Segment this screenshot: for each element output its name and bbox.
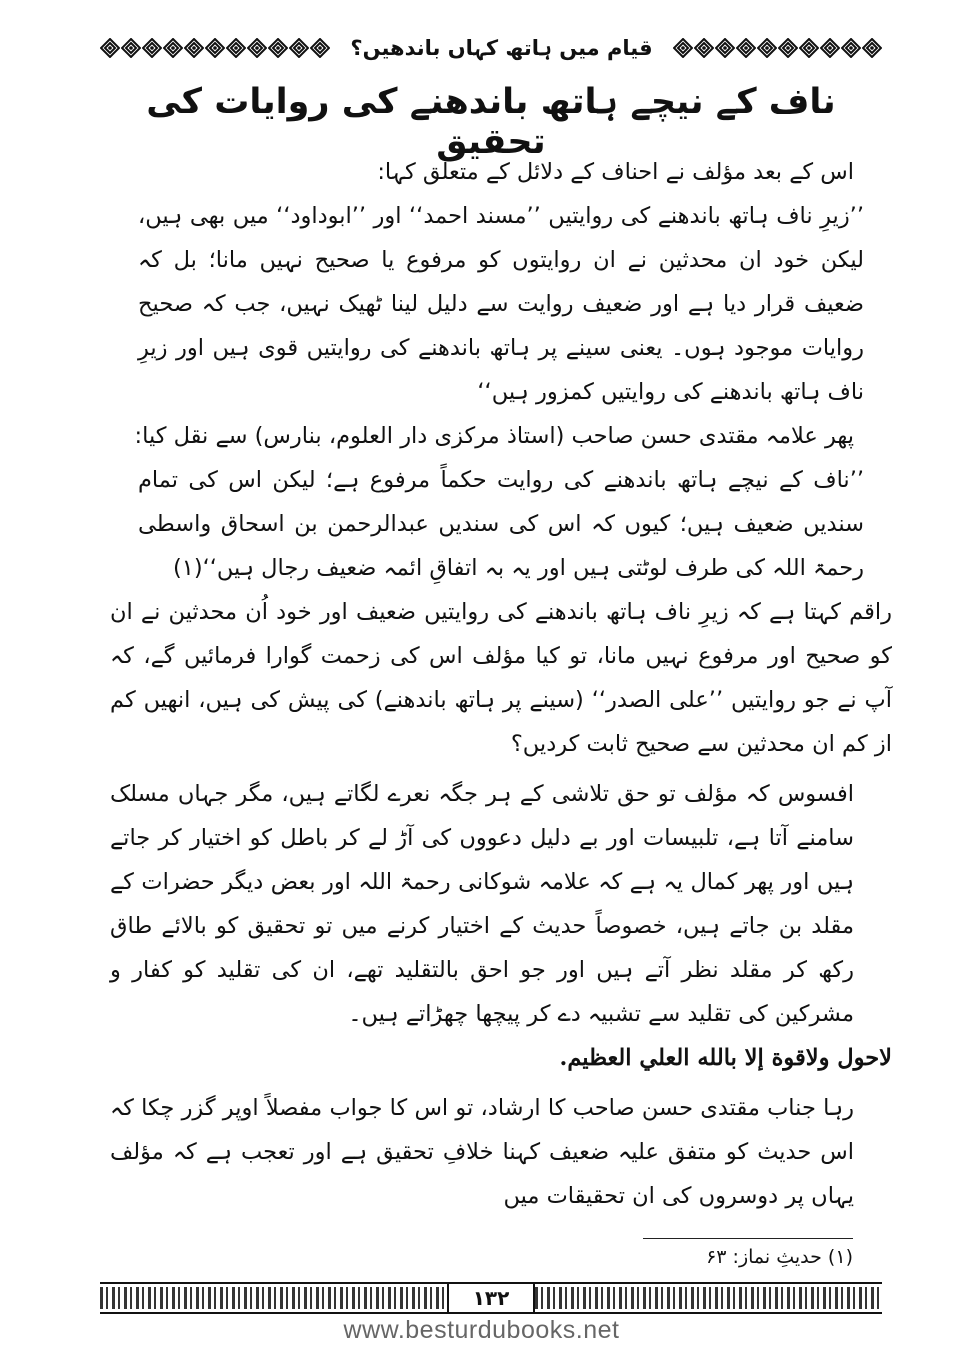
header-ornament-left [100,35,330,61]
knot-ornament-icon [757,38,777,58]
knot-ornament-icon [163,38,183,58]
header-ornament-right [673,35,882,61]
chapter-title: ناف کے نیچے ہاتھ باندھنے کی روایات کی تحقیق [146,82,836,162]
quote-block-2: ’’ناف کے نیچے ہاتھ باندھنے کی روایت حکماً مرفوع ہے؛ لیکن اس کی تمام سندیں ضعیف ہیں؛ کیوں کہ اس کی سندیں عبدالرحمن بن اسحاق واسطی رحمۃ اللہ کی طرف لوٹتی ہیں اور یہ بہ اتفاقِ ائمہ ضعیف رجال ہیں‘‘(۱) [138,467,864,581]
knot-ornament-icon [694,38,714,58]
body-text [110,150,892,1218]
chain-border-icon [100,1287,447,1309]
knot-ornament-icon [736,38,756,58]
paragraph-citation: پھر علامہ مقتدی حسن صاحب (استاذ مرکزی دار العلوم، بنارس) سے نقل کیا: [134,423,854,449]
footer-band [100,1282,882,1314]
knot-ornament-icon [226,38,246,58]
arabic-phrase: لاحول ولاقوة إلا بالله العلي العظيم. [559,1045,892,1071]
knot-ornament-icon [100,38,120,58]
footnote-divider [643,1238,853,1239]
knot-ornament-icon [310,38,330,58]
chain-border-icon [535,1287,882,1309]
knot-ornament-icon [862,38,882,58]
running-title: قیام میں ہاتھ کہاں باندھیں؟ [350,36,653,60]
knot-ornament-icon [142,38,162,58]
knot-ornament-icon [715,38,735,58]
knot-ornament-icon [673,38,693,58]
paragraph-closing: رہا جناب مقتدی حسن صاحب کا ارشاد، تو اس کا جواب مفصلاً اوپر گزر چکا کہ اس حدیث کو متفق علیہ ضعیف کہنا خلافِ تحقیق ہے اور تعجب ہے کہ مؤلف یہاں پر دوسروں کی ان تحقیقات میں [110,1095,854,1209]
paragraph-intro: اس کے بعد مؤلف نے احناف کے دلائل کے متعلق کہا: [377,159,854,185]
footnote: (۱) حدیثِ نماز: ۶۳ [706,1246,853,1268]
knot-ornament-icon [268,38,288,58]
watermark: www.besturdubooks.net [343,1316,620,1344]
knot-ornament-icon [778,38,798,58]
running-header [100,28,882,68]
page-number: ۱۳۲ [447,1284,535,1312]
knot-ornament-icon [289,38,309,58]
knot-ornament-icon [841,38,861,58]
knot-ornament-icon [820,38,840,58]
knot-ornament-icon [247,38,267,58]
knot-ornament-icon [205,38,225,58]
quote-block-1: ’’زیرِ ناف ہاتھ باندھنے کی روایتیں ’’مسند احمد‘‘ اور ’’ابوداود‘‘ میں بھی ہیں، لیکن خود ان محدثین نے ان روایتوں کو مرفوع یا صحیح نہیں مانا؛ بل کہ ضعیف قرار دیا ہے اور ضعیف روایت سے دلیل لینا ٹھیک نہیں، جب کہ صحیح روایات موجود ہوں۔ یعنی سینے پر ہاتھ باندھنے کی روایتیں قوی ہیں اور زیرِ ناف ہاتھ باندھنے کی روایتیں کمزور ہیں‘‘ [138,203,864,405]
paragraph-response: راقم کہتا ہے کہ زیرِ ناف ہاتھ باندھنے کی روایتیں ضعیف اور خود اُن محدثین نے ان کو صحیح اور مرفوع نہیں مانا، تو کیا مؤلف اس کی زحمت گوارا فرمائیں گے، کہ آپ نے جو روایتیں ’’علی الصدر‘‘ (سینے پر ہاتھ باندھنے) کی پیش کی ہیں، انھیں کم از کم ان محدثین سے صحیح ثابت کردیں؟ [110,599,892,757]
knot-ornament-icon [184,38,204,58]
knot-ornament-icon [799,38,819,58]
paragraph-critique: افسوس کہ مؤلف تو حق تلاشی کے ہر جگہ نعرے لگاتے ہیں، مگر جہاں مسلک سامنے آتا ہے، تلبیسات اور بے دلیل دعووں کی آڑ لے کر باطل کو اختیار کر جاتے ہیں اور پھر کمال یہ ہے کہ علامہ شوکانی رحمۃ اللہ اور بعض دیگر حضرات کے مقلد بن جاتے ہیں، خصوصاً حدیث کے اختیار کرنے میں تو تحقیق کو بالائے طاق رکھ کر مقلد نظر آتے ہیں اور جو احق بالتقلید تھے، ان کی تقلید کو کفار و مشرکین کی تقلید سے تشبیہ دے کر پیچھا چھڑاتے ہیں۔ [110,781,854,1027]
knot-ornament-icon [121,38,141,58]
